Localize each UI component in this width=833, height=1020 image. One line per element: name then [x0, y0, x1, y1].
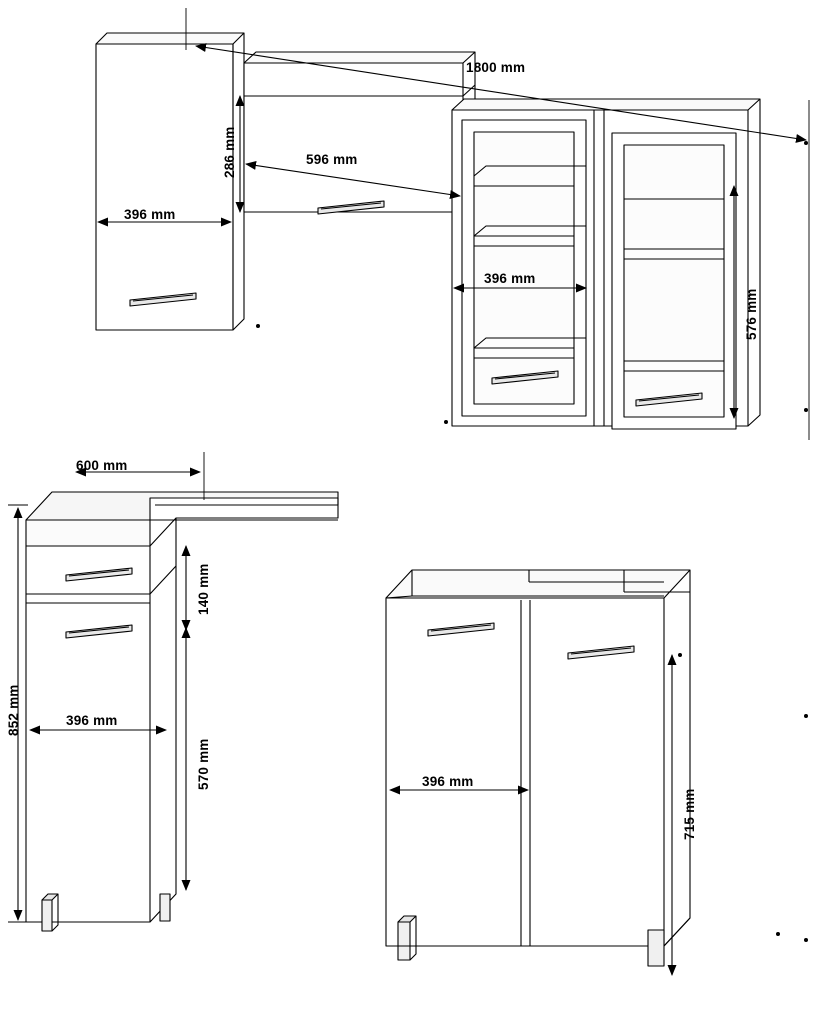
dim-label-396-two-door: 396 mm: [422, 774, 474, 789]
dim-label-596: 596 mm: [306, 152, 358, 167]
base-drawer-unit-geometry: [26, 492, 338, 931]
dim-label-576: 576 mm: [744, 288, 759, 340]
dim-label-396-glass-door: 396 mm: [484, 271, 536, 286]
dim-label-396-drawer-unit: 396 mm: [66, 713, 118, 728]
base-two-door-unit-geometry: [386, 570, 808, 966]
dim-label-570: 570 mm: [196, 738, 211, 790]
dim-label-852: 852 mm: [6, 684, 21, 736]
dim-label-396-left-door: 396 mm: [124, 207, 176, 222]
dim-label-715: 715 mm: [682, 788, 697, 840]
dim-label-286: 286 mm: [222, 126, 237, 178]
upper-wall-units-geometry: [96, 33, 808, 429]
dim-label-1800: 1800 mm: [466, 60, 526, 75]
dim-label-600: 600 mm: [76, 458, 128, 473]
dim-label-140: 140 mm: [196, 563, 211, 615]
